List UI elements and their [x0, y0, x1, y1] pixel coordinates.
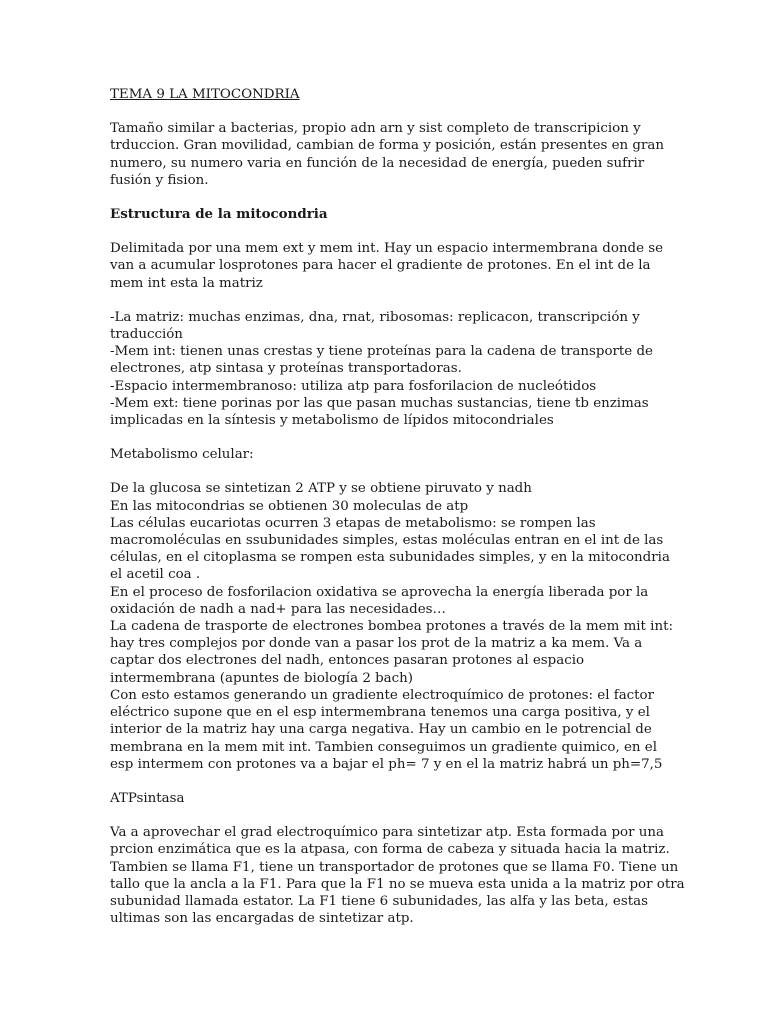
intro-line: Tamaño similar a bacterias, propio adn arn y sist completo de transcripicion y	[110, 121, 641, 137]
list-item: electrones, atp sintasa y proteínas transportadoras.	[110, 361, 462, 377]
metabolismo-line: intermembrana (apuntes de biología 2 bach)	[110, 670, 414, 686]
metabolismo-line: En las mitocondrias se obtienen 30 moleculas de atp	[110, 498, 469, 514]
metabolismo-line: oxidación de nadh a nad+ para las necesidades…	[110, 601, 446, 617]
intro-line: trduccion. Gran movilidad, cambian de forma y posición, están presentes en gran	[110, 138, 665, 154]
metabolismo-line: el acetil coa .	[110, 567, 201, 583]
atpsintasa-line: tallo que la ancla a la F1. Para que la F1 no se mueva esta unida a la matriz por otra	[110, 876, 685, 892]
list-item: -Mem int: tienen unas crestas y tiene proteínas para la cadena de transporte de	[110, 344, 653, 360]
metabolismo-line: En el proceso de fosforilacion oxidativa se aprovecha la energía liberada por la	[110, 584, 649, 600]
list-item: traducción	[110, 327, 183, 343]
list-item: -La matriz: muchas enzimas, dna, rnat, ribosomas: replicacon, transcripción y	[110, 309, 640, 325]
intro-paragraph	[110, 120, 666, 189]
intro-line: fusión y fision.	[110, 172, 209, 188]
metabolismo-line: células, en el citoplasma se rompen esta subunidades simples, y en la mitocondria	[110, 550, 670, 566]
list-item: implicadas en la síntesis y metabolismo de lípidos mitocondriales	[110, 413, 554, 429]
metabolismo-line: De la glucosa se sintetizan 2 ATP y se obtiene piruvato y nadh	[110, 481, 532, 497]
atpsintasa-line: prcion enzimática que es la atpasa, con forma de cabeza y situada hacia la matriz.	[110, 842, 670, 858]
atpsintasa-line: Va a aprovechar el grad electroquímico para sintetizar atp. Esta formada por una	[110, 825, 664, 841]
metabolismo-line: membrana en la mem mit int. Tambien conseguimos un gradiente quimico, en el	[110, 739, 658, 755]
list-item: -Espacio intermembranoso: utiliza atp para fosforilacion de nucleótidos	[110, 378, 597, 394]
list-item: -Mem ext: tiene porinas por las que pasan muchas sustancias, tiene tb enzimas	[110, 395, 649, 411]
metabolismo-line: macromoléculas en ssubunidades simples, estas moléculas entran en el int de las	[110, 533, 664, 549]
document-page	[110, 86, 685, 944]
intro-line: numero, su numero varia en función de la necesidad de energía, pueden sufrir	[110, 155, 645, 171]
estructura-heading: Estructura de la mitocondria	[110, 206, 328, 223]
atpsintasa-line: subunidad llamada estator. La F1 tiene 6 subunidades, las alfa y las beta, estas	[110, 893, 648, 909]
metabolismo-line: La cadena de trasporte de electrones bombea protones a través de la mem mit int:	[110, 619, 673, 635]
estructura-line: Delimitada por una mem ext y mem int. Hay un espacio intermembrana donde se	[110, 241, 664, 257]
document-title: TEMA 9 LA MITOCONDRIA	[110, 87, 300, 102]
atpsintasa-line: ultimas son las encargadas de sintetizar atp.	[110, 911, 414, 927]
metabolismo-line: Con esto estamos generando un gradiente electroquímico de protones: el factor	[110, 687, 655, 703]
metabolismo-line: esp intermem con protones va a bajar el ph= 7 y en el la matriz habrá un ph=7,5	[110, 756, 663, 772]
estructura-line: mem int esta la matriz	[110, 275, 263, 291]
atpsintasa-line: Tambien se llama F1, tiene un transportador de protones que se llama F0. Tiene un	[110, 859, 679, 875]
metabolismo-line: Las células eucariotas ocurren 3 etapas de metabolismo: se rompen las	[110, 515, 596, 531]
metabolismo-line: eléctrico supone que en el esp intermembrana tenemos una carga positiva, y el	[110, 705, 650, 721]
estructura-list	[110, 309, 666, 429]
metabolismo-body	[110, 480, 673, 772]
metabolismo-line: hay tres complejos por donde van a pasar los prot de la matriz a ka mem. Va a	[110, 636, 643, 652]
estructura-line: van a acumular losprotones para hacer el gradiente de protones. En el int de la	[110, 258, 651, 274]
metabolismo-line: captar dos electrones del nadh, entonces pasaran protones al espacio	[110, 653, 585, 669]
atpsintasa-heading: ATPsintasa	[110, 790, 185, 806]
atpsintasa-body	[110, 824, 685, 927]
metabolismo-line: interior de la matriz hay una carga negativa. Hay un cambio en le potrencial de	[110, 722, 652, 738]
estructura-paragraph	[110, 240, 666, 292]
metabolismo-heading: Metabolismo celular:	[110, 447, 254, 463]
